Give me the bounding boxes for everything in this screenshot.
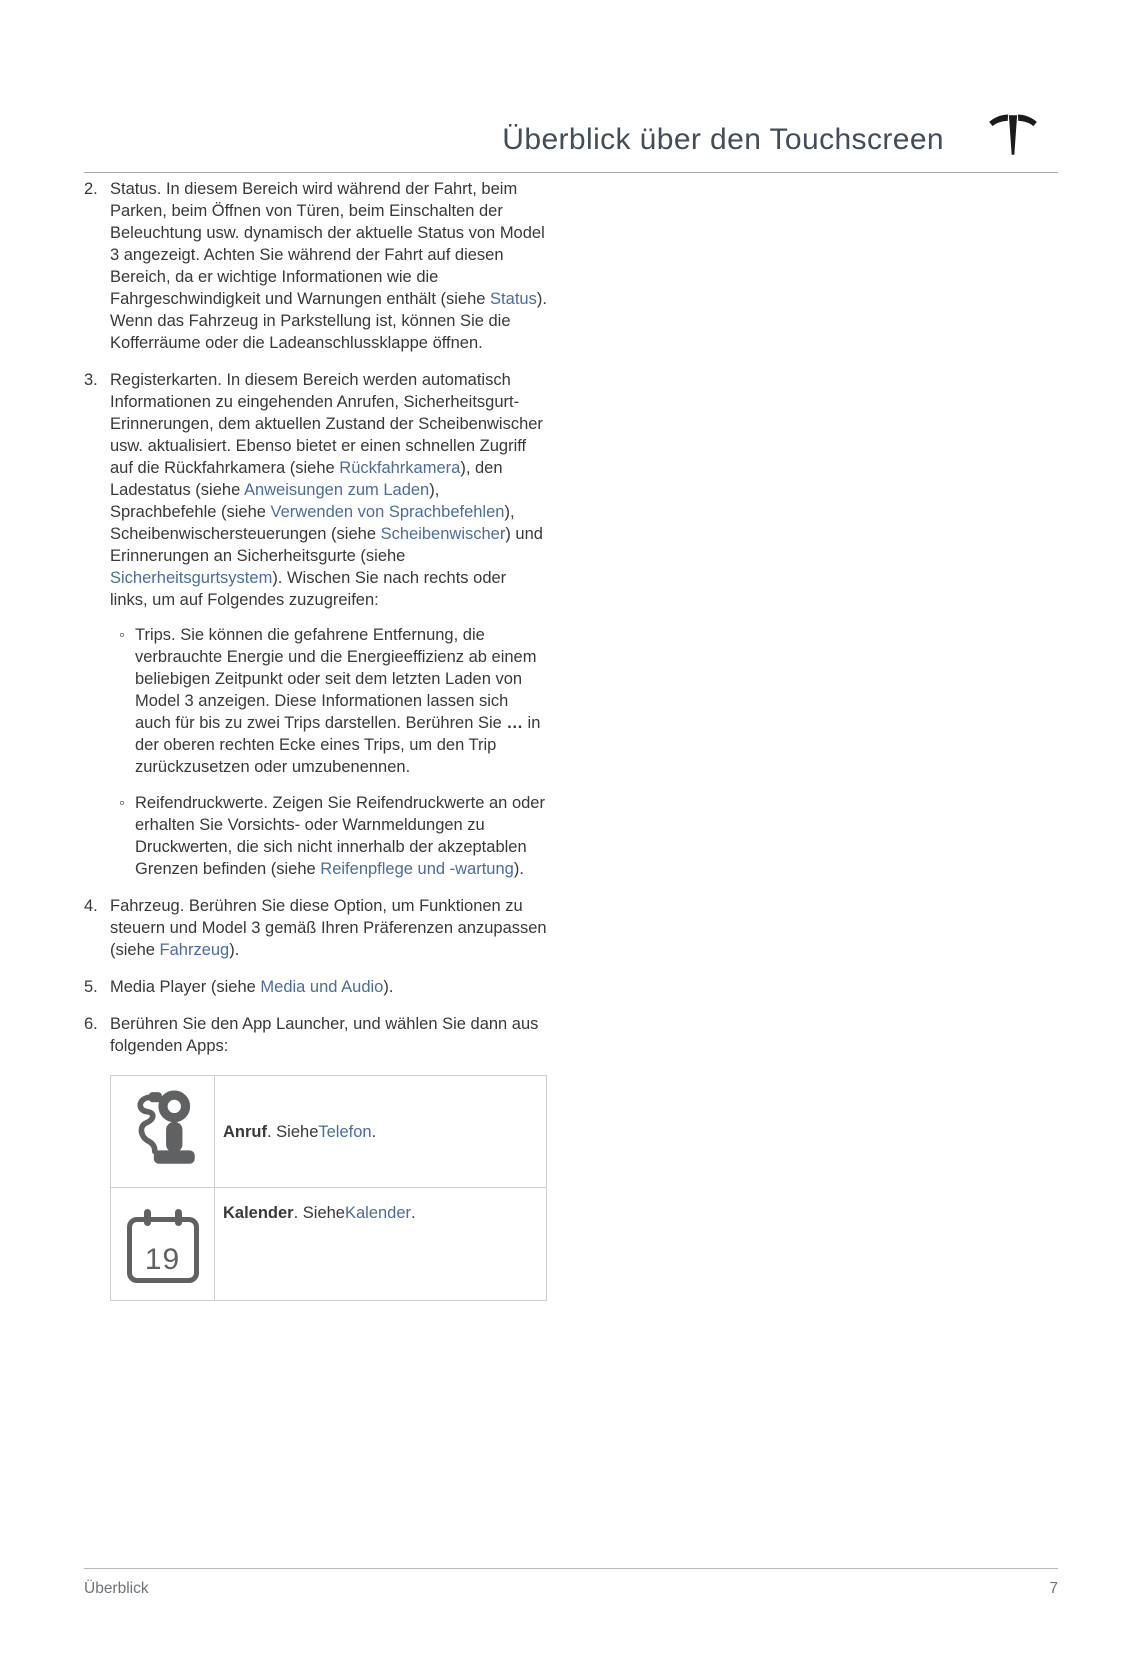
- calendar-icon-cell: [111, 1188, 215, 1300]
- text-segment: ). Wischen Sie nach rechts oder links, um auf Folgendes zuzugreifen:: [110, 569, 507, 609]
- text-segment: in der oberen rechten Ecke eines Trips, um den Trip zurückzusetzen oder umzubenennen.: [135, 714, 541, 776]
- list-item-status: [84, 178, 548, 354]
- footer-page-number: 7: [1049, 1580, 1058, 1597]
- text-segment: Registerkarten. In diesem Bereich werden automatisch Informationen zu eingehenden Anrufen, Sicherheitsgurt-Erinnerungen, dem aktuellen Zustand der Scheibenwischer usw. aktualisiert. Ebenso bietet er einen schnellen Zugriff auf die Rückfahrkamera (siehe: [110, 371, 543, 477]
- text-segment: Fahrzeug. Berühren Sie diese Option, um Funktionen zu steuern und Model 3 gemäß Ihren Präferenzen anzupassen (siehe: [110, 897, 547, 959]
- sub-bullet: ◦: [119, 794, 125, 812]
- list-item-fahrzeug: [84, 895, 548, 961]
- text-segment: Berühren Sie den App Launcher, und wählen Sie dann aus folgenden Apps:: [110, 1015, 539, 1055]
- inline-link[interactable]: Status: [490, 290, 537, 308]
- list-item-text: [110, 369, 548, 611]
- list-item-number: 2.: [84, 180, 98, 198]
- list-item-text: [110, 895, 548, 961]
- text-segment: . Siehe: [267, 1122, 319, 1141]
- text-segment: ).: [513, 860, 524, 878]
- text-segment: Anruf: [223, 1122, 267, 1141]
- list-item-number: 5.: [84, 978, 98, 996]
- text-segment: Media Player (siehe: [110, 978, 261, 996]
- text-segment: .: [371, 1122, 377, 1141]
- calendar-day: 19: [144, 1243, 181, 1276]
- inline-link[interactable]: Sicherheitsgurtsystem: [110, 569, 273, 587]
- text-segment: Kalender: [223, 1204, 294, 1222]
- text-segment: ), Sprachbefehle (siehe: [110, 481, 440, 521]
- app-table: [110, 1075, 547, 1301]
- inline-link[interactable]: Anweisungen zum Laden: [243, 481, 430, 499]
- phone-icon-cell: [111, 1076, 215, 1187]
- app-row-text: [215, 1076, 546, 1187]
- text-segment: …: [506, 714, 523, 732]
- inline-link[interactable]: Telefon: [318, 1122, 372, 1141]
- inline-link[interactable]: Fahrzeug: [159, 941, 230, 959]
- text-segment: ).: [229, 941, 240, 959]
- inline-link[interactable]: Verwenden von Sprachbefehlen: [270, 503, 505, 521]
- sub-list-item-trips: [110, 624, 548, 778]
- inline-link[interactable]: Reifenpflege und -wartung: [320, 860, 514, 878]
- calendar-icon: [127, 1217, 199, 1283]
- list-item-body: [110, 369, 548, 880]
- phone-icon: [126, 1089, 200, 1175]
- text-segment: .: [411, 1204, 416, 1222]
- list-item-app-launcher: [84, 1013, 548, 1301]
- sub-list-item-tire-pressures: [110, 792, 548, 880]
- tesla-logo-icon: [986, 112, 1040, 158]
- sub-list-item-text: [135, 792, 548, 880]
- inline-link[interactable]: Rückfahrkamera: [339, 459, 461, 477]
- list-item-text: [110, 178, 548, 354]
- footer-section-label: Überblick: [84, 1580, 149, 1597]
- list-item-registerkarten: [84, 369, 548, 880]
- list-item-text: [110, 976, 548, 998]
- list-item-number: 4.: [84, 897, 98, 915]
- text-segment: ). Wenn das Fahrzeug in Parkstellung ist, können Sie die Kofferräume oder die Ladeanschlussklappe öffnen.: [110, 290, 547, 352]
- app-row-kalender: [111, 1188, 546, 1300]
- text-segment: Reifendruckwerte. Zeigen Sie Reifendruckwerte an oder erhalten Sie Vorsichts- oder Warnmeldungen zu Druckwerten, die sich nicht innerhalb der akzeptablen Grenzen befinden (siehe: [135, 794, 545, 878]
- page-title: Überblick über den Touchscreen: [502, 123, 944, 156]
- inline-link[interactable]: Media und Audio: [260, 978, 384, 996]
- sub-bullet: ◦: [119, 626, 125, 644]
- text-segment: Trips. Sie können die gefahrene Entfernung, die verbrauchte Energie und die Energieeffizienz ab einem beliebigen Zeitpunkt oder seit dem letzten Laden von Model 3 anzeigen. Diese Informationen lassen sich auch für bis zu zwei Trips darstellen. Berühren Sie: [135, 626, 537, 732]
- text-segment: ), den Ladestatus (siehe: [110, 459, 503, 499]
- calendar-ring-icon: [144, 1209, 151, 1226]
- inline-link[interactable]: Scheibenwischer: [380, 525, 506, 543]
- list-item-body: [110, 1013, 548, 1301]
- list-item-number: 3.: [84, 371, 98, 389]
- page-footer: [84, 1568, 1058, 1598]
- list-item-media-player: [84, 976, 548, 998]
- app-row-anruf: [111, 1076, 546, 1188]
- text-segment: . Siehe: [293, 1204, 345, 1222]
- text-segment: ), Scheibenwischersteuerungen (siehe: [110, 503, 515, 543]
- page-content: [84, 178, 548, 1316]
- text-segment: ).: [383, 978, 394, 996]
- page-header: [84, 112, 1058, 173]
- calendar-ring-icon: [175, 1209, 182, 1226]
- sub-list: [110, 624, 548, 880]
- list-item-number: 6.: [84, 1015, 98, 1033]
- text-segment: ) und Erinnerungen an Sicherheitsgurte (siehe: [110, 525, 543, 565]
- app-row-text: [215, 1188, 546, 1300]
- inline-link[interactable]: Kalender: [344, 1204, 412, 1222]
- list-item-text: [110, 1013, 548, 1057]
- text-segment: Status. In diesem Bereich wird während der Fahrt, beim Parken, beim Öffnen von Türen, beim Einschalten der Beleuchtung usw. dynamisch der aktuelle Status von Model 3 angezeigt. Achten Sie während der Fahrt auf diesen Bereich, da er wichtige Informationen wie die Fahrgeschwindigkeit und Warnungen enthält (siehe: [110, 180, 545, 308]
- sub-list-item-text: [135, 624, 548, 778]
